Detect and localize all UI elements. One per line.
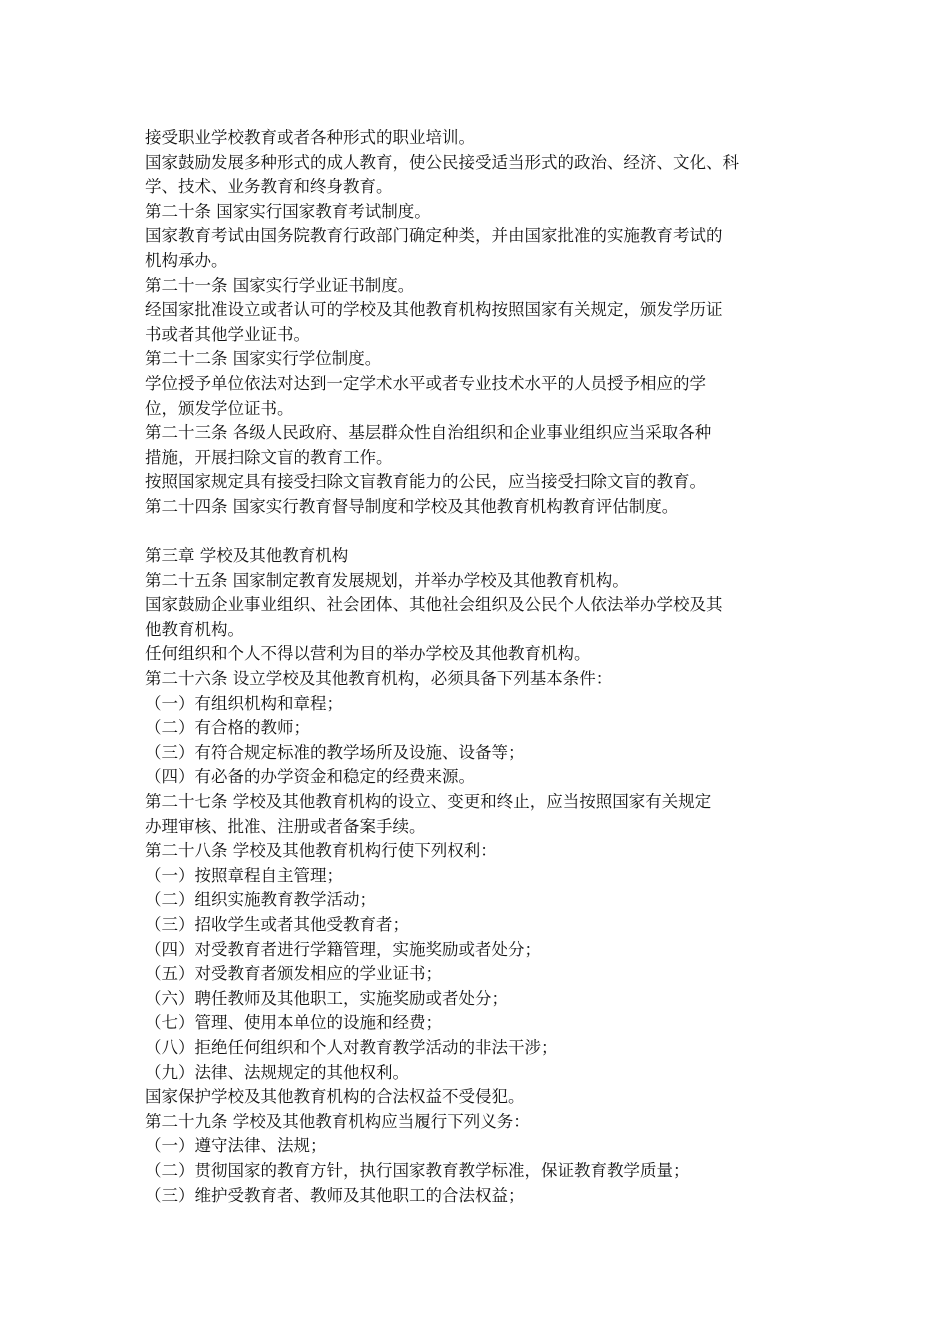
text-line: 措施，开展扫除文盲的教育工作。 — [145, 447, 393, 467]
text-line: 国家鼓励发展多种形式的成人教育，使公民接受适当形式的政治、经济、文化、科 — [145, 152, 739, 172]
article-heading: 第二十三条 各级人民政府、基层群众性自治组织和企业事业组织应当采取各种 — [145, 423, 712, 443]
list-item: （八）拒绝任何组织和个人对教育教学活动的非法干涉； — [145, 1037, 558, 1057]
list-item: （一）有组织机构和章程； — [145, 693, 343, 713]
article-heading: 第二十八条 学校及其他教育机构行使下列权利： — [145, 841, 497, 861]
text-line: 任何组织和个人不得以营利为目的举办学校及其他教育机构。 — [145, 644, 591, 664]
text-line: 接受职业学校教育或者各种形式的职业培训。 — [145, 128, 475, 147]
chapter-heading: 第三章 学校及其他教育机构 — [145, 546, 349, 566]
list-item: （三）招收学生或者其他受教育者； — [145, 915, 409, 934]
blank-line — [145, 520, 813, 545]
text-line: 机构承办。 — [145, 250, 228, 270]
list-item: （二）组织实施教育教学活动； — [145, 890, 376, 910]
list-item: （一）按照章程自主管理； — [145, 865, 343, 885]
text-line: 国家保护学校及其他教育机构的合法权益不受侵犯。 — [145, 1087, 525, 1107]
list-item: （一）遵守法律、法规； — [145, 1136, 327, 1156]
article-heading: 第二十条 国家实行国家教育考试制度。 — [145, 201, 431, 221]
text-line: 按照国家规定具有接受扫除文盲教育能力的公民，应当接受扫除文盲的教育。 — [145, 472, 706, 492]
text-line: 学位授予单位依法对达到一定学术水平或者专业技术水平的人员授予相应的学 — [145, 373, 706, 393]
text-line: 经国家批准设立或者认可的学校及其他教育机构按照国家有关规定，颁发学历证 — [145, 300, 723, 320]
text-line: 国家鼓励企业事业组织、社会团体、其他社会组织及公民个人依法举办学校及其 — [145, 595, 723, 615]
article-heading: 第二十五条 国家制定教育发展规划，并举办学校及其他教育机构。 — [145, 570, 629, 590]
text-line: 位，颁发学位证书。 — [145, 398, 294, 418]
text-line: 国家教育考试由国务院教育行政部门确定种类，并由国家批准的实施教育考试的 — [145, 226, 723, 246]
list-item: （四）有必备的办学资金和稳定的经费来源。 — [145, 767, 475, 787]
list-item: （三）有符合规定标准的教学场所及设施、设备等； — [145, 742, 525, 762]
article-heading: 第二十一条 国家实行学业证书制度。 — [145, 275, 415, 295]
article-heading: 第二十七条 学校及其他教育机构的设立、变更和终止，应当按照国家有关规定 — [145, 792, 712, 812]
list-item: （六）聘任教师及其他职工，实施奖励或者处分； — [145, 988, 508, 1008]
article-heading: 第二十六条 设立学校及其他教育机构，必须具备下列基本条件： — [145, 669, 613, 689]
document-page — [145, 126, 813, 1208]
text-line: 办理审核、批准、注册或者备案手续。 — [145, 816, 426, 836]
text-line: 学、技术、业务教育和终身教育。 — [145, 177, 393, 197]
list-item: （七）管理、使用本单位的设施和经费； — [145, 1013, 442, 1033]
list-item: （二）有合格的教师； — [145, 718, 310, 738]
article-heading: 第二十四条 国家实行教育督导制度和学校及其他教育机构教育评估制度。 — [145, 496, 679, 516]
list-item: （三）维护受教育者、教师及其他职工的合法权益； — [145, 1185, 525, 1205]
article-heading: 第二十九条 学校及其他教育机构应当履行下列义务： — [145, 1111, 530, 1131]
text-line: 书或者其他学业证书。 — [145, 324, 310, 344]
list-item: （五）对受教育者颁发相应的学业证书； — [145, 964, 442, 984]
text-line: 他教育机构。 — [145, 619, 244, 639]
list-item: （二）贯彻国家的教育方针，执行国家教育教学标准，保证教育教学质量； — [145, 1160, 690, 1180]
list-item: （九）法律、法规规定的其他权利。 — [145, 1062, 409, 1082]
article-heading: 第二十二条 国家实行学位制度。 — [145, 349, 382, 369]
list-item: （四）对受教育者进行学籍管理，实施奖励或者处分； — [145, 939, 541, 959]
